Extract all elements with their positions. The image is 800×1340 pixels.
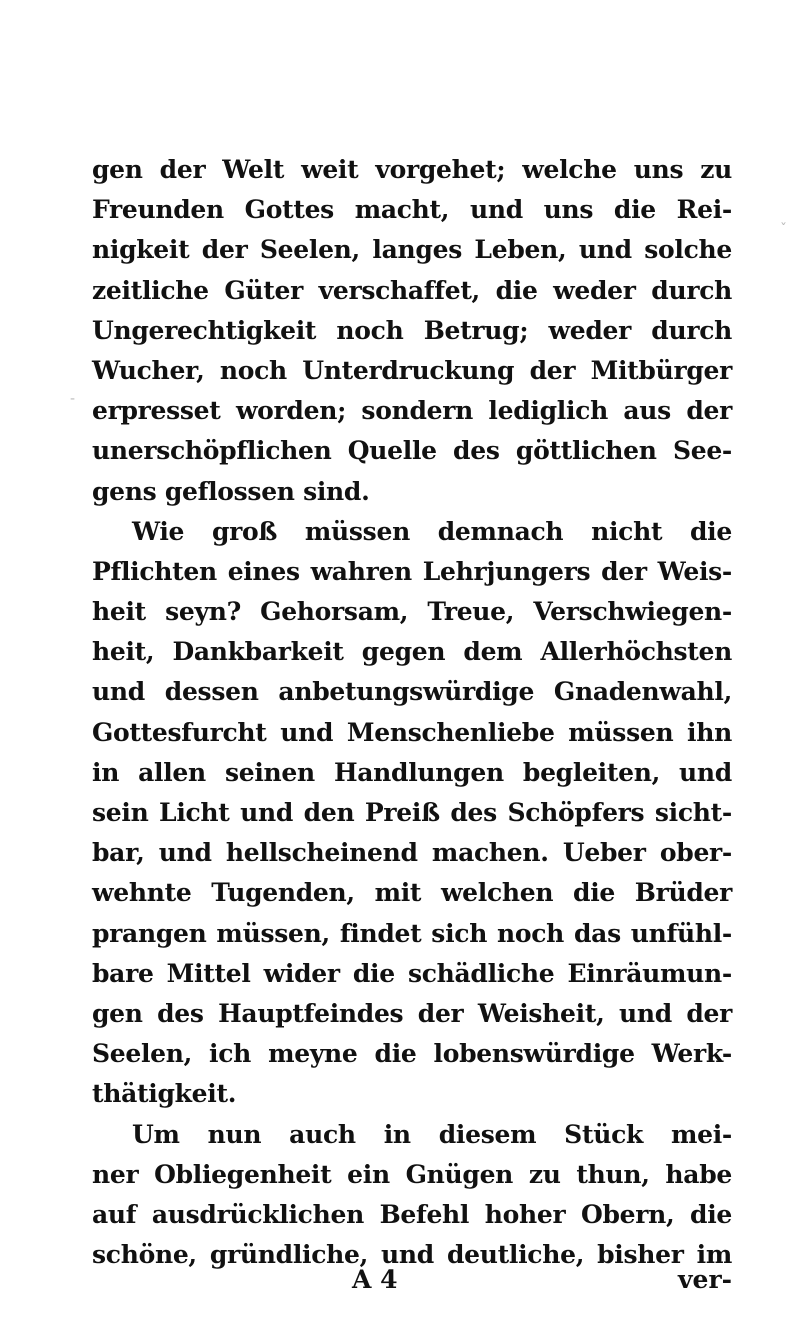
left-margin-mark: -	[70, 391, 76, 407]
text-line: erpresset worden; sondern lediglich aus der	[92, 396, 732, 426]
text-line: Ungerechtigkeit noch Betrug; weder durch	[92, 315, 732, 345]
text-line: Gottesfurcht und Menschenliebe müssen ihn	[92, 717, 732, 747]
text-line: Seelen, ich meyne die lobenswürdige Werk-	[92, 1039, 732, 1069]
text-line: nigkeit der Seelen, langes Leben, und solche	[92, 235, 732, 265]
text-line: unerschöpflichen Quelle des göttlichen See-	[92, 436, 732, 466]
text-line: gen der Welt weit vorgehet; welche uns zu	[92, 155, 732, 184]
text-line: ner Obliegenheit ein Gnügen zu thun, habe	[92, 1159, 732, 1189]
text-line: gen des Hauptfeindes der Weisheit, und der	[92, 998, 732, 1028]
text-line: heit, Dankbarkeit gegen dem Allerhöchsten	[92, 637, 732, 667]
text-line: prangen müssen, findet sich noch das unfühl-	[92, 918, 732, 948]
text-line: thätigkeit.	[92, 1079, 237, 1109]
text-line: Wie groß müssen demnach nicht die	[132, 516, 732, 546]
text-line: heit seyn? Gehorsam, Treue, Verschwiegen-	[92, 597, 732, 627]
text-line: bare Mittel wider die schädliche Einräumun-	[92, 958, 732, 988]
text-line: und dessen anbetungswürdige Gnadenwahl,	[92, 677, 732, 707]
page-footer	[92, 1265, 732, 1305]
text-line: Um nun auch in diesem Stück mei-	[132, 1119, 732, 1149]
text-line: gens geflossen sind.	[92, 476, 370, 506]
text-line: zeitliche Güter verschaffet, die weder durch	[92, 275, 732, 305]
text-line: Wucher, noch Unterdruckung der Mitbürger	[92, 355, 732, 385]
right-margin-mark: ˇ	[780, 222, 787, 238]
text-line: wehnte Tugenden, mit welchen die Brüder	[92, 878, 732, 908]
text-line: schöne, gründliche, und deutliche, bisher im	[92, 1240, 732, 1270]
signature-mark: A 4	[352, 1265, 398, 1294]
text-line: auf ausdrücklichen Befehl hoher Obern, die	[92, 1199, 732, 1229]
text-line: in allen seinen Handlungen begleiten, und	[92, 757, 732, 787]
text-line: bar, und hellscheinend machen. Ueber ober-	[92, 838, 732, 868]
text-line: Pflichten eines wahren Lehrjungers der Weis-	[92, 556, 732, 586]
catchword: ver-	[678, 1265, 732, 1294]
body-text	[92, 150, 732, 1275]
text-line: sein Licht und den Preiß des Schöpfers sicht-	[92, 798, 732, 827]
text-line: Freunden Gottes macht, und uns die Rei-	[92, 195, 732, 225]
